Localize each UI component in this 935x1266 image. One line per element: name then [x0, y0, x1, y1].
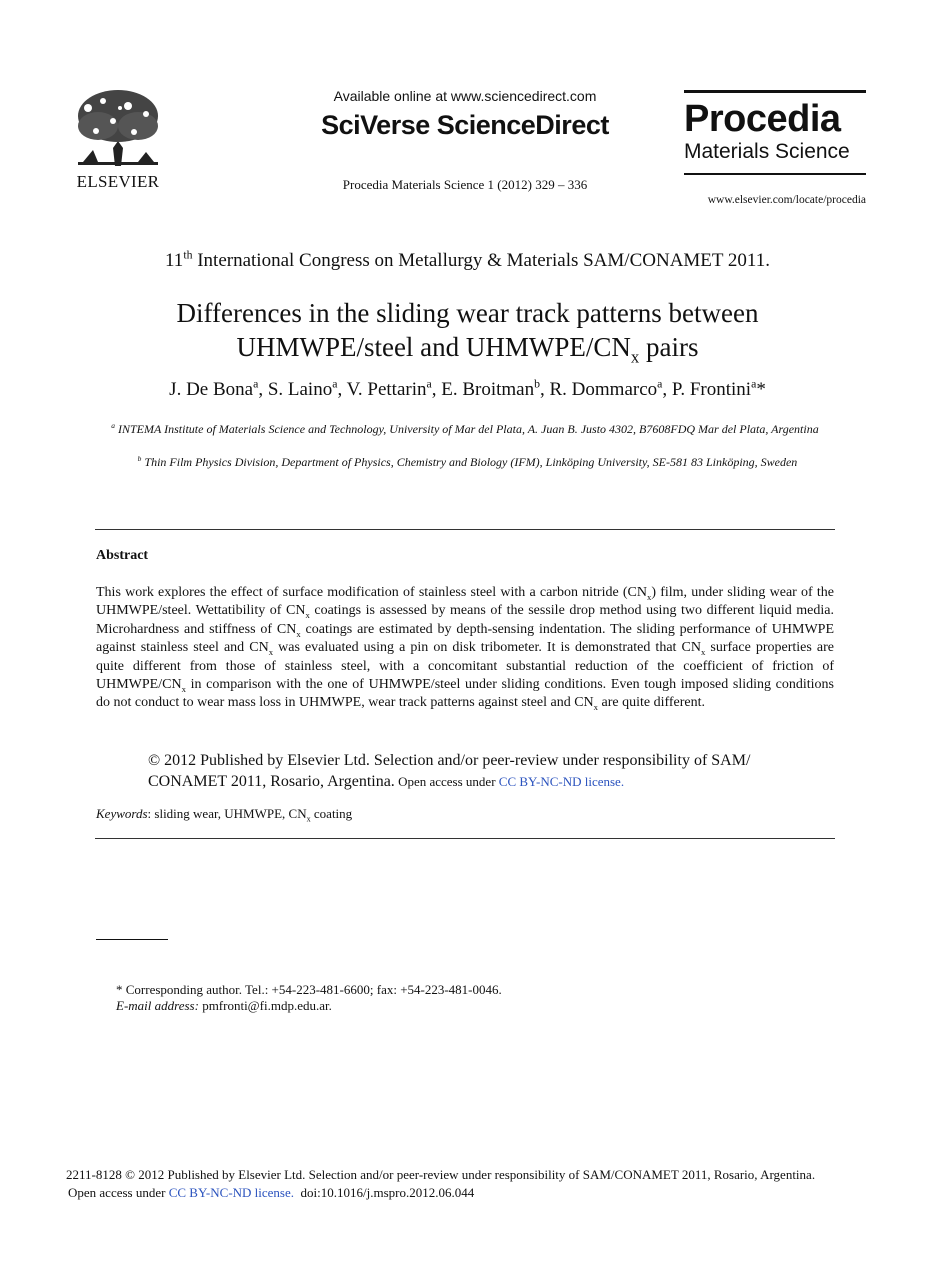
elsevier-logo: [68, 86, 168, 192]
keywords-tail: coating: [310, 806, 353, 821]
journal-url: www.elsevier.com/locate/procedia: [707, 194, 866, 206]
copyright-text: © 2012 Published by Elsevier Ltd. Selection and/or peer-review under responsibility of SAM/ CONAMET 2011, Rosario, Argentina.: [148, 752, 751, 790]
logo-top-rule: [684, 90, 866, 93]
footnote-rule: [96, 939, 168, 940]
abstract-body: [96, 584, 834, 713]
copyright-statement: [148, 750, 808, 792]
author-affiliation-mark: a: [253, 377, 259, 391]
journal-logo: [684, 90, 866, 175]
abstract-text: ) film, under sliding wear of the UHMWPE/steel. Wettatibility of CN: [96, 585, 834, 619]
keywords-text: : sliding wear, UHMWPE, CN: [147, 806, 307, 821]
abstract-subscript: x: [181, 683, 186, 694]
license-link[interactable]: CC BY-NC-ND license.: [498, 774, 625, 789]
congress-line: [60, 250, 875, 272]
abstract-subscript: x: [305, 610, 310, 621]
author-affiliation-mark: a: [332, 377, 338, 391]
footer-issn-line: 2211-8128 © 2012 Published by Elsevier Ltd. Selection and/or peer-review under responsibility of SAM/CONAMET 2011, Rosario, Argentina.: [66, 1167, 816, 1182]
journal-logo-subtitle: Materials Science: [684, 140, 850, 163]
author-name: R. Dommarco: [549, 379, 658, 400]
abstract-text: surface properties are quite different from those of stainless steel, with a concomitant substantial reduction of the coefficient of friction of UHMWPE/CN: [96, 640, 834, 693]
doi-text[interactable]: doi:10.1016/j.mspro.2012.06.044: [300, 1185, 475, 1200]
author-list: [60, 379, 875, 401]
author-affiliation-mark: a: [426, 377, 432, 391]
abstract-text: are quite different.: [598, 695, 706, 711]
journal-logo-title: Procedia: [684, 98, 841, 140]
email-address[interactable]: pmfronti@fi.mdp.edu.ar.: [198, 998, 332, 1013]
title-line-2-tail: pairs: [639, 332, 699, 362]
title-line-2: [60, 330, 875, 367]
footer-access-line: [68, 1185, 474, 1201]
author-name: V. Pettarin: [346, 379, 427, 400]
keywords: [96, 806, 352, 822]
email-label: E-mail address:: [116, 998, 199, 1013]
abstract-text: in comparison with the one of UHMWPE/steel under sliding conditions. Even tough imposed sliding conditions do not conduct to wear mass loss in UHMWPE, wear track patterns against steel and CN: [96, 677, 834, 711]
email-note: [116, 998, 332, 1014]
available-online-text: Available online at www.sciencedirect.com: [333, 88, 597, 104]
abstract-subscript: x: [268, 647, 274, 658]
title-line-2-text: UHMWPE/steel and UHMWPE/CN: [236, 332, 631, 362]
author-separator: ,: [431, 379, 442, 400]
congress-text: International Congress on Metallurgy & Materials SAM/CONAMET 2011.: [192, 250, 770, 271]
title-line-1: Differences in the sliding wear track patterns between: [176, 298, 759, 328]
keywords-subscript: x: [306, 814, 311, 824]
abstract-subscript: x: [647, 591, 652, 602]
journal-reference: Procedia Materials Science 1 (2012) 329 – 336: [342, 177, 588, 192]
affiliation-a-text: INTEMA Institute of Materials Science and Technology, University of Mar del Plata, A. Juan B. Justo 4302, B7608FDQ Mar del Plata, Argentina: [115, 422, 819, 436]
footer-license-link[interactable]: CC BY-NC-ND license.: [168, 1185, 295, 1200]
affiliation-a-mark: a: [111, 421, 115, 430]
abstract-text: This work explores the effect of surface modification of stainless steel with a carbon nitride (CN: [96, 585, 647, 600]
abstract-text: coatings are estimated by depth-sensing indentation. The sliding performance of UHMWPE against stainless steel and CN: [96, 621, 835, 656]
affiliation-b: [60, 455, 875, 470]
keywords-label: Keywords: [96, 806, 148, 821]
author-separator: ,: [258, 379, 268, 400]
elsevier-wordmark: ELSEVIER: [76, 172, 160, 191]
affiliation-b-text: Thin Film Physics Division, Department of Physics, Chemistry and Biology (IFM), Linköping University, SE-581 83 Linköping, Sweden: [141, 455, 798, 469]
affiliation-b-mark: b: [137, 454, 142, 463]
footer-open-access-label: Open access under: [68, 1185, 169, 1200]
abstract-subscript: x: [593, 702, 599, 713]
author-separator: ,: [540, 379, 550, 400]
author-name: P. Frontini: [671, 379, 752, 400]
open-access-label: Open access under: [394, 774, 499, 789]
author-affiliation-mark: a: [657, 377, 663, 391]
affiliation-a: [95, 421, 835, 438]
platform-name: SciVerse ScienceDirect: [321, 110, 609, 140]
abstract-heading: Abstract: [96, 548, 149, 563]
abstract-subscript: x: [700, 647, 706, 658]
abstract-subscript: x: [296, 628, 301, 639]
abstract-top-divider: [95, 529, 835, 530]
congress-suffix: th: [183, 248, 193, 262]
author-name: S. Laino: [267, 379, 333, 400]
author-name: J. De Bona: [169, 379, 254, 400]
abstract-text: was evaluated using a pin on disk tribometer. It is demonstrated that CN: [273, 640, 701, 656]
author-separator: ,: [337, 379, 347, 400]
abstract-text: coatings is assessed by means of the sessile drop method using two different liquid media. Microhardness and stiffness of CN: [96, 603, 835, 637]
title-subscript: x: [630, 347, 640, 367]
paper-title: [60, 296, 875, 367]
author-name: E. Broitman: [441, 379, 535, 400]
author-affiliation-mark: b: [534, 377, 540, 391]
corresponding-author-note: * Corresponding author. Tel.: +54-223-481-6600; fax: +54-223-481-0046.: [116, 982, 502, 997]
abstract-bottom-divider: [95, 838, 835, 839]
logo-bottom-rule: [684, 173, 866, 175]
author-affiliation-mark: a: [751, 377, 757, 391]
congress-number: 11: [165, 250, 184, 271]
author-separator: ,: [662, 379, 672, 400]
author-separator: *: [756, 379, 766, 400]
